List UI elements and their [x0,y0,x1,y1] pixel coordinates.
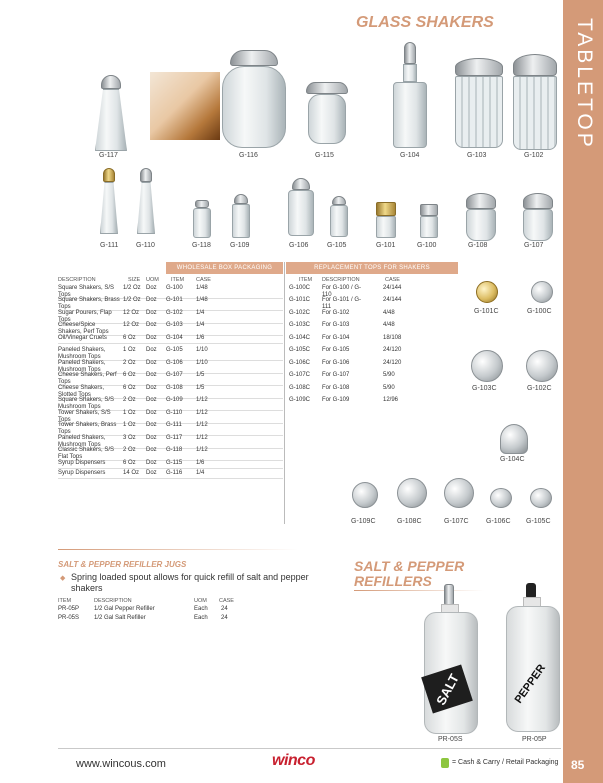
row-top-item: G-101C [289,297,311,303]
top-g104c-image [500,424,528,454]
footer-url[interactable]: www.wincous.com [76,758,166,770]
row-top-item: G-107C [289,372,311,378]
row-size: 12 Oz [123,310,140,316]
pepper-jug-text: PEPPER [512,662,549,706]
footer-legend: = Cash & Carry / Retail Packaging [452,759,559,766]
glass-shakers-heading: GLASS SHAKERS [356,14,494,31]
refiller-rule [58,549,298,550]
row-top-case: 4/48 [383,322,395,328]
label-g104: G-104 [400,152,420,159]
row-size: 2 Oz [123,447,136,453]
col-uom: UOM [146,277,159,283]
col-top-case: CASE [385,277,400,283]
row-item: G-110 [166,410,183,416]
row-description: Tower Shakers, S/S Tops [58,410,111,423]
row-top-case: 4/48 [383,310,395,316]
row-description: Paneled Shakers, Mushroom Tops [58,360,106,373]
row-top-case: 12/96 [383,397,399,403]
row-divider [58,468,283,469]
row-size: 14 Oz [123,470,140,476]
label-g108c: G-108C [397,518,422,525]
refill-col-uom: UOM [194,598,207,604]
top-g102c-image [526,350,558,382]
row-uom: Doz [146,422,157,428]
row-description: Classic Shakers, S/S Flat Tops [58,447,115,460]
row-item: G-107 [166,372,183,378]
row-description: Syrup Dispensers [58,460,106,466]
label-g117: G-117 [99,152,118,159]
product-g118-image [193,200,211,238]
page-number: 85 [571,758,585,772]
product-g105-image [330,196,348,237]
row-divider [58,478,283,479]
row-size: 1 Oz [123,422,136,428]
row-description: Cheese Shakers, Perf Tops [58,372,117,385]
refillers-heading-line1: SALT & PEPPER [354,558,465,574]
refill-col-item: ITEM [58,598,72,604]
product-g117-image [95,75,127,151]
product-g111-image [100,168,118,234]
label-g115: G-115 [315,152,334,159]
row-item: G-102 [166,310,183,316]
row-top-description: For G-105 [322,347,350,353]
wholesale-packaging-header: WHOLESALE BOX PACKAGING [166,262,283,274]
col-case: CASE [196,277,211,283]
top-g108c-image [397,478,427,508]
row-uom: Doz [146,385,157,391]
row-top-item: G-105C [289,347,311,353]
row-uom: Doz [146,460,157,466]
col-description: DESCRIPTION [58,277,96,283]
row-uom: Doz [146,322,157,328]
label-pr05p: PR-05P [522,736,547,743]
row-item: G-117 [166,435,183,441]
product-g106-image [288,178,314,236]
row-uom: Doz [146,335,157,341]
refill-item: PR-05S [58,615,80,621]
row-top-case: 24/144 [383,297,402,303]
footer-rule [58,748,561,749]
row-item: G-105 [166,347,183,353]
row-top-case: 24/120 [383,347,402,353]
row-description: Square Shakers, Brass Tops [58,297,120,310]
row-size: 12 Oz [123,322,140,328]
top-g105c-image [530,488,552,508]
refill-uom: Each [194,615,208,621]
refill-description: 1/2 Gal Pepper Refiller [94,606,155,612]
label-g100: G-100 [417,242,437,249]
winco-logo: winco [272,752,315,769]
row-case: 1/5 [196,372,205,378]
row-uom: Doz [146,447,157,453]
refill-case: 24 [221,606,228,612]
row-uom: Doz [146,347,157,353]
row-case: 1/10 [196,347,208,353]
col-item: ITEM [171,277,185,283]
row-item: G-116 [166,470,183,476]
cash-carry-bag-icon [441,758,449,768]
row-top-case: 24/144 [383,285,402,291]
row-top-item: G-102C [289,310,311,316]
row-uom: Doz [146,297,157,303]
top-g109c-image [352,482,378,508]
row-top-description: For G-108 [322,385,350,391]
row-item: G-104 [166,335,183,341]
label-g108: G-108 [468,242,488,249]
row-size: 1 Oz [123,410,136,416]
row-uom: Doz [146,470,157,476]
label-g101: G-101 [376,242,396,249]
row-top-description: For G-102 [322,310,350,316]
row-case: 1/12 [196,447,208,453]
row-uom: Doz [146,435,157,441]
row-uom: Doz [146,310,157,316]
row-size: 6 Oz [123,335,136,341]
row-top-description: For G-100 / G-110 [322,285,362,298]
product-g102-image [513,54,557,150]
refill-col-description: DESCRIPTION [94,598,132,604]
row-case: 1/12 [196,435,208,441]
row-description: Tower Shakers, Brass Tops [58,422,117,435]
row-size: 1 Oz [123,347,136,353]
row-item: G-118 [166,447,183,453]
row-uom: Doz [146,360,157,366]
row-description: Cheese Shakers, Slotted Tops [58,385,105,398]
refillers-rule [354,590,484,591]
row-case: 1/6 [196,335,205,341]
refill-col-case: CASE [219,598,234,604]
top-g101c-image [476,281,498,303]
refill-uom: Each [194,606,208,612]
product-g110-image [137,168,155,234]
row-case: 1/48 [196,285,208,291]
label-g104c: G-104C [500,456,525,463]
row-uom: Doz [146,285,157,291]
row-top-description: For G-106 [322,360,350,366]
product-g109-image [232,194,250,238]
row-uom: Doz [146,397,157,403]
row-description: Cheese/Spice Shakers, Perf Tops [58,322,109,335]
row-top-item: G-100C [289,285,311,291]
row-item: G-111 [166,422,182,428]
row-case: 1/4 [196,310,205,316]
label-g105c: G-105C [526,518,551,525]
row-size: 1/2 Oz [123,285,141,291]
row-case: 1/5 [196,385,205,391]
label-g106c: G-106C [486,518,511,525]
product-g101-image [376,202,396,238]
replacement-tops-header: REPLACEMENT TOPS FOR SHAKERS [286,262,458,274]
refill-item: PR-05P [58,606,80,612]
row-item: G-115 [166,460,183,466]
row-size: 3 Oz [123,435,136,441]
row-description: Paneled Shakers, Mushroom Tops [58,347,106,360]
row-top-description: For G-104 [322,335,350,341]
row-top-item: G-106C [289,360,311,366]
row-case: 1/10 [196,360,208,366]
product-g103-image [455,58,503,148]
refiller-bullet [62,572,312,594]
row-size: 2 Oz [123,397,136,403]
product-g104-image [393,42,427,148]
row-top-description: For G-109 [322,397,350,403]
label-g101c: G-101C [474,308,499,315]
label-g116: G-116 [239,152,258,159]
row-description: Square Shakers, S/S Tops [58,285,115,298]
label-g107c: G-107C [444,518,469,525]
label-g107: G-107 [524,242,544,249]
col-top-description: DESCRIPTION [322,277,360,283]
product-g100-image [420,204,438,238]
row-case: 1/6 [196,460,205,466]
product-g116-image [222,50,286,148]
label-g102c: G-102C [527,385,552,392]
refiller-bullet-text: Spring loaded spout allows for quick refill of salt and pepper shakers [71,572,309,593]
row-description: Syrup Dispensers [58,470,106,476]
label-g111: G-111 [100,242,119,249]
salt-jug-text: SALT [433,671,462,708]
row-top-case: 24/120 [383,360,402,366]
row-item: G-108 [166,385,183,391]
row-case: 1/48 [196,297,208,303]
row-case: 1/4 [196,470,205,476]
top-g100c-image [531,281,553,303]
row-case: 1/12 [196,422,208,428]
row-top-item: G-108C [289,385,311,391]
row-top-description: For G-103 [322,322,350,328]
label-g118: G-118 [192,242,211,249]
sidebar-title: TABLETOP [573,18,596,150]
row-top-description: For G-107 [322,372,350,378]
label-g105: G-105 [327,242,347,249]
row-description: Sugar Pourers, Flap Tops [58,310,112,323]
refiller-jugs-title: SALT & PEPPER REFILLER JUGS [58,560,187,569]
top-g106c-image [490,488,512,508]
product-g115-image [306,82,348,144]
label-g100c: G-100C [527,308,552,315]
row-top-description: For G-101 / G-111 [322,297,362,310]
label-g109: G-109 [230,242,250,249]
row-top-item: G-103C [289,322,311,328]
refill-case: 24 [221,615,228,621]
row-case: 1/12 [196,410,208,416]
row-size: 1/2 Oz [123,297,141,303]
row-divider [58,343,283,344]
product-g107-image [523,193,553,241]
col-size: SIZE [128,277,141,283]
label-g102: G-102 [524,152,544,159]
table-divider [284,262,285,524]
row-uom: Doz [146,410,157,416]
row-top-item: G-104C [289,335,311,341]
row-item: G-109 [166,397,183,403]
row-top-item: G-109C [289,397,311,403]
row-item: G-101 [166,297,183,303]
row-top-case: 5/90 [383,372,395,378]
row-item: G-100 [166,285,183,291]
label-g106: G-106 [289,242,309,249]
product-g108-image [466,193,496,241]
row-description: Square Shakers, S/S Mushroom Tops [58,397,115,410]
label-g103c: G-103C [472,385,497,392]
row-uom: Doz [146,372,157,378]
row-case: 1/12 [196,397,208,403]
syrup-pour-photo [150,72,220,140]
label-g109c: G-109C [351,518,376,525]
refillers-heading-line2: REFILLERS [354,573,432,589]
refill-description: 1/2 Gal Salt Refiller [94,615,146,621]
label-g110: G-110 [136,242,155,249]
row-size: 2 Oz [123,360,136,366]
label-g103: G-103 [467,152,487,159]
top-g107c-image [444,478,474,508]
label-pr05s: PR-05S [438,736,463,743]
row-top-case: 18/108 [383,335,402,341]
col-top-item: ITEM [299,277,313,283]
row-case: 1/4 [196,322,205,328]
row-size: 6 Oz [123,385,136,391]
row-size: 6 Oz [123,460,136,466]
row-size: 6 Oz [123,372,136,378]
row-description: Paneled Shakers, Mushroom Tops [58,435,106,448]
row-top-case: 5/90 [383,385,395,391]
row-item: G-103 [166,322,183,328]
row-description: Oil/Vinegar Cruets [58,335,107,341]
bullet-diamond-icon: ◆ [60,575,66,582]
top-g103c-image [471,350,503,382]
row-item: G-106 [166,360,183,366]
